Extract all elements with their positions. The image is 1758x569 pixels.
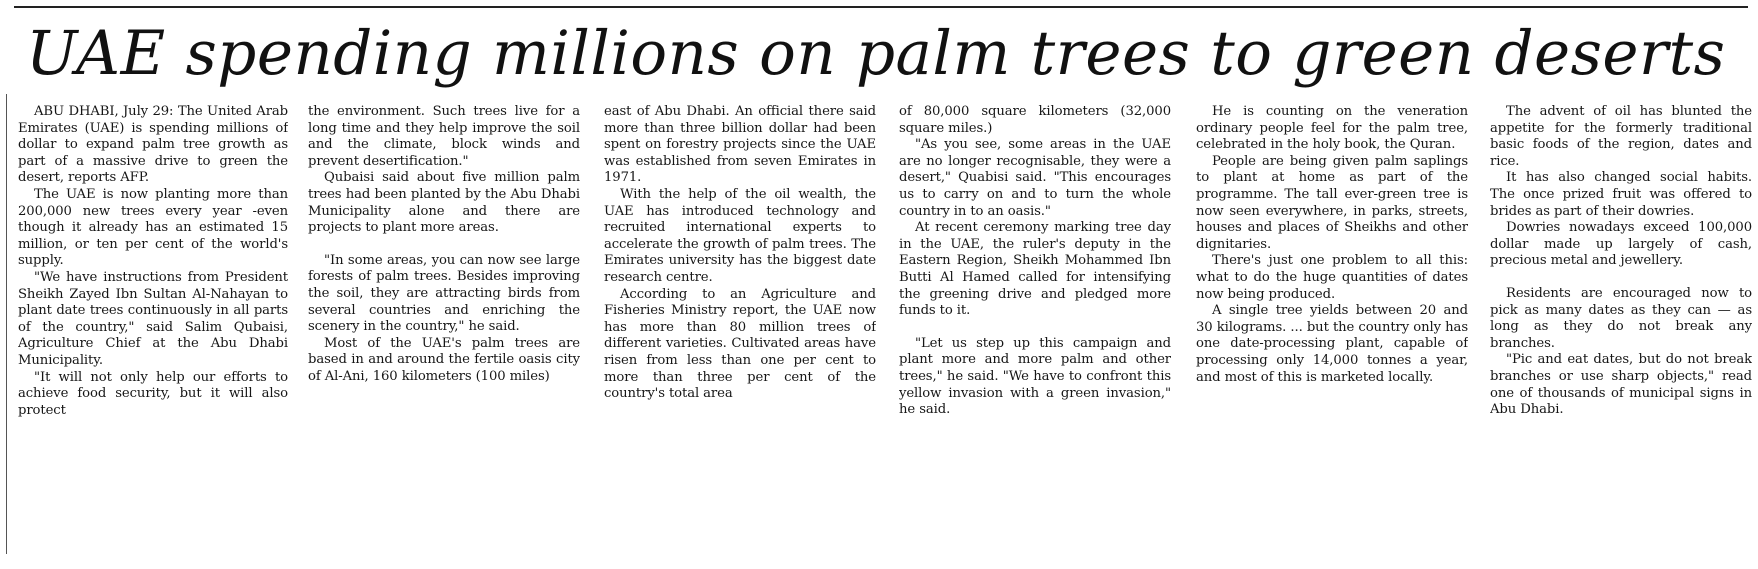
- paragraph: Qubaisi said about five million palm trees had been planted by the Abu Dhabi Municipality alone and there are projects to plant more areas.: [308, 170, 580, 236]
- paragraph: According to an Agriculture and Fisheries Ministry report, the UAE now has more than 80 million trees of different varieties. Cultivated areas have risen from less than one per cent to more than three per cent of the country's total area: [604, 286, 876, 402]
- paragraph: "It will not only help our efforts to achieve food security, but it will also protect: [18, 369, 288, 418]
- paragraph: A single tree yields between 20 and 30 kilograms. ... but the country only has one date-processing plant, capable of processing only 14,000 tonnes a year, and most of this is marketed locally.: [1196, 303, 1468, 385]
- paragraph: Residents are encouraged now to pick as many dates as they can — as long as they do not break any branches.: [1490, 285, 1752, 351]
- paragraph: "Pic and eat dates, but do not break branches or use sharp objects," read one of thousands of municipal signs in Abu Dhabi.: [1490, 352, 1752, 418]
- article-column-6: [1490, 104, 1752, 524]
- paragraph: "We have instructions from President Sheikh Zayed Ibn Sultan Al-Nahayan to plant date trees continuously in all parts of the country," said Salim Qubaisi, Agriculture Chief at the Abu Dhabi Municipality.: [18, 269, 288, 368]
- paragraph: ABU DHABI, July 29: The United Arab Emirates (UAE) is spending millions of dollar to expand palm tree growth as part of a massive drive to green the desert, reports AFP.: [18, 104, 288, 186]
- paragraph: The UAE is now planting more than 200,000 new trees every year -even though it already has an estimated 15 million, or ten per cent of the world's supply.: [18, 186, 288, 269]
- article-column-2: [308, 104, 580, 524]
- paragraph: the environment. Such trees live for a long time and they help improve the soil and the climate, block winds and prevent desertification.": [308, 104, 580, 169]
- paragraph: With the help of the oil wealth, the UAE has introduced technology and recruited international experts to accelerate the growth of palm trees. The Emirates university has the biggest date research centre.: [604, 186, 876, 285]
- paragraph: He is counting on the veneration ordinary people feel for the palm tree, celebrated in the holy book, the Quran.: [1196, 104, 1468, 153]
- clipping-edge: [6, 94, 7, 554]
- paragraph: "In some areas, you can now see large forests of palm trees. Besides improving the soil, they are attracting birds from several countries and enriching the scenery in the country," he said.: [308, 252, 580, 335]
- paragraph: It has also changed social habits. The once prized fruit was offered to brides as part of their dowries.: [1490, 170, 1752, 219]
- article-column-5: [1196, 104, 1468, 524]
- headline: UAE spending millions on palm trees to green deserts: [26, 18, 1726, 89]
- paragraph: People are being given palm saplings to plant at home as part of the programme. The tall ever-green tree is now seen everywhere, in parks, streets, houses and places of Sheikhs and other dignitaries.: [1196, 153, 1468, 252]
- article-column-3: [604, 104, 876, 524]
- paragraph: east of Abu Dhabi. An official there said more than three billion dollar had been spent on forestry projects since the UAE was established from seven Emirates in 1971.: [604, 104, 876, 186]
- top-rule: [14, 6, 1748, 8]
- paragraph: "As you see, some areas in the UAE are no longer recognisable, they were a desert," Quabisi said. "This encourages us to carry on and to turn the whole country in to an oasis.": [899, 137, 1171, 219]
- paragraph: The advent of oil has blunted the appetite for the formerly traditional basic foods of the region, dates and rice.: [1490, 104, 1752, 169]
- paragraph: There's just one problem to all this: what to do the huge quantities of dates now being produced.: [1196, 253, 1468, 302]
- paragraph: Most of the UAE's palm trees are based in and around the fertile oasis city of Al-Ani, 160 kilometers (100 miles): [308, 335, 580, 384]
- paragraph: of 80,000 square kilometers (32,000 square miles.): [899, 104, 1171, 136]
- paragraph: At recent ceremony marking tree day in the UAE, the ruler's deputy in the Eastern Region, Sheikh Mohammed Ibn Butti Al Hamed called for intensifying the greening drive and pledged more funds to it.: [899, 220, 1171, 319]
- article-column-4: [899, 104, 1171, 524]
- paragraph: "Let us step up this campaign and plant more and more palm and other trees," he said. "We have to confront this yellow invasion with a green invasion," he said.: [899, 335, 1171, 418]
- article-column-1: [18, 104, 288, 524]
- paragraph: Dowries nowadays exceed 100,000 dollar made up largely of cash, precious metal and jewellery.: [1490, 220, 1752, 269]
